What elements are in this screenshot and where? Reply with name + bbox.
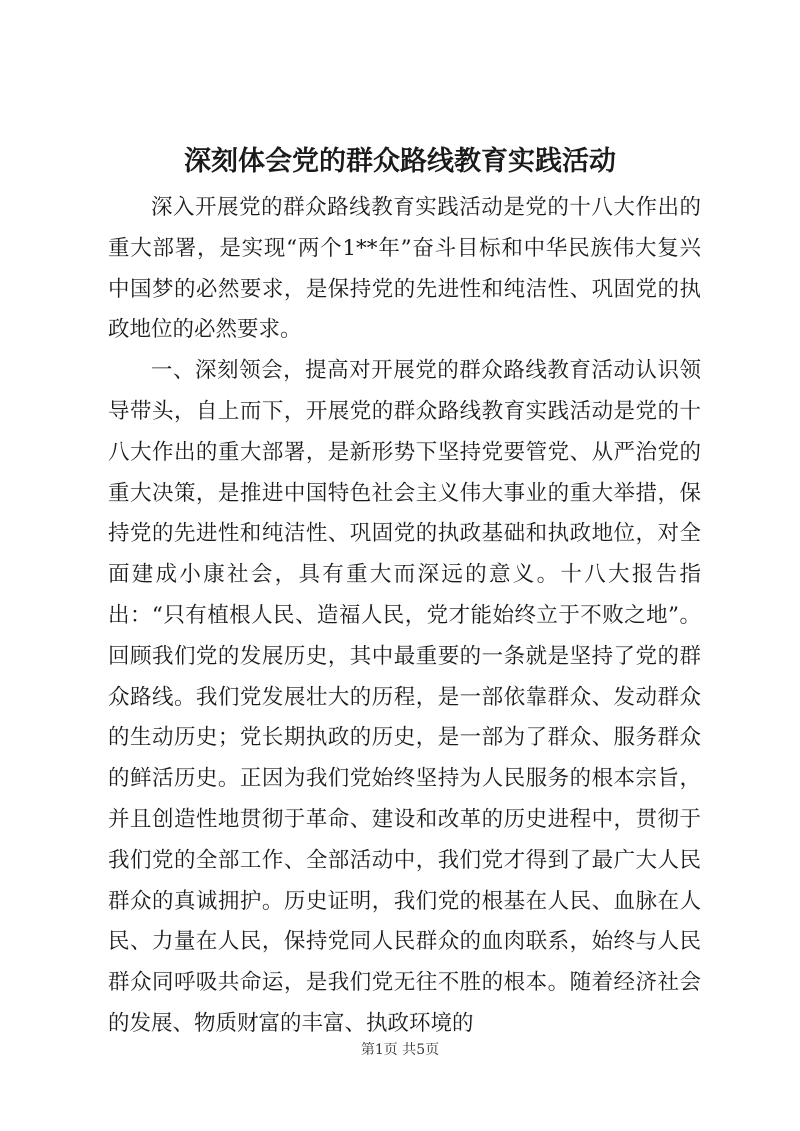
document-title: 深刻体会党的群众路线教育实践活动 bbox=[184, 146, 616, 177]
paragraph-section-one: 一、深刻领会，提高对开展党的群众路线教育活动认识领导带头，自上而下，开展党的群众路线教育实践活动是党的十八大作出的重大部署，是新形势下坚持党要管党、从严治党的重大决策，是推进中国特色社会主义伟大事业的重大举措，保持党的先进性和纯洁性、巩固党的执政基础和执政地位，对全面建成小康社会，具有重大而深远的意义。十八大报告指出：“只有植根人民、造福人民，党才能始终立于不败之地”。回顾我们党的发展历史，其中最重要的一条就是坚持了党的群众路线。我们党发展壮大的历程，是一部依靠群众、发动群众的生动历史；党长期执政的历史，是一部为了群众、服务群众的鲜活历史。正因为我们党始终坚持为人民服务的根本宗旨，并且创造性地贯彻于革命、建设和改革的历史进程中，贯彻于我们党的全部工作、全部活动中，我们党才得到了最广大人民群众的真诚拥护。历史证明，我们党的根基在人民、血脉在人民、力量在人民，保持党同人民群众的血肉联系，始终与人民群众同呼吸共命运，是我们党无往不胜的根本。随着经济社会的发展、物质财富的丰富、执政环境的 bbox=[108, 358, 701, 1036]
document-body bbox=[108, 188, 701, 1045]
paragraph-intro: 深入开展党的群众路线教育实践活动是党的十八大作出的重大部署，是实现“两个1**年”奋斗目标和中华民族伟大复兴中国梦的必然要求，是保持党的先进性和纯洁性、巩固党的执政地位的必然要求。 bbox=[108, 195, 701, 343]
page-number-footer: 第1页 共5页 bbox=[360, 1042, 440, 1058]
